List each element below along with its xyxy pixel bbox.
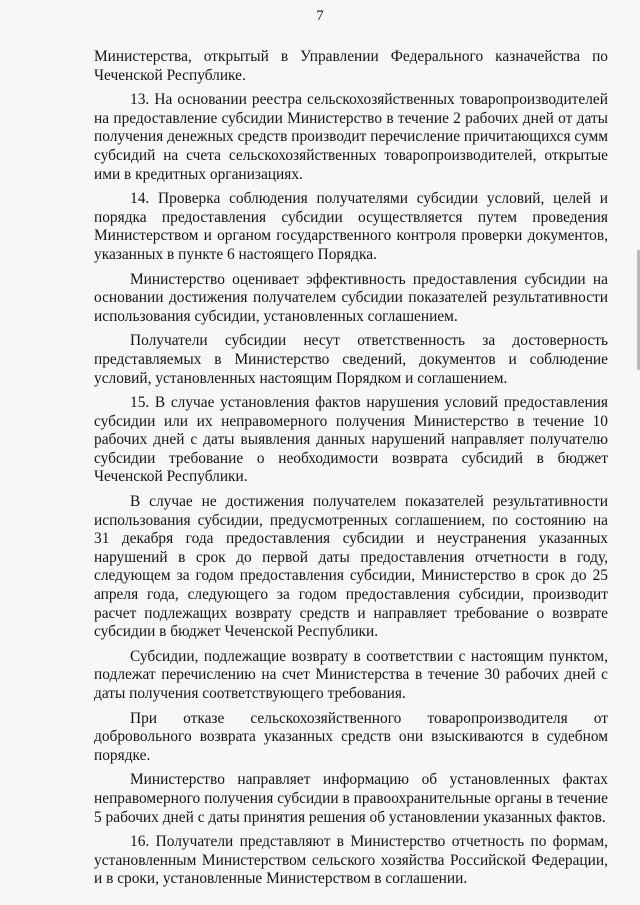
paragraph-14-responsibility: Получатели субсидии несут ответственность за достоверность представляемых в Министерство сведений, документов и соблюдение условий, установленных настоящим Порядком и соглашением.	[94, 332, 608, 387]
paragraph-15-repayment: Субсидии, подлежащие возврату в соответствии с настоящим пунктом, подлежат перечислению на счет Министерства в течение 30 рабочих дней с даты получения соответствующего требования.	[94, 647, 608, 702]
paragraph-16: 16. Получатели представляют в Министерство отчетность по формам, установленным Министерством сельского хозяйства Российской Федерации, и в сроки, установленные Министерством в соглашении.	[94, 833, 608, 888]
paragraph-15-refusal: При отказе сельскохозяйственного товаропроизводителя от добровольного возврата указанных средств они взыскиваются в судебном порядке.	[94, 709, 608, 764]
page-number: 7	[316, 8, 324, 24]
paragraph-15-indicators: В случае не достижения получателем показателей результативности использования субсидии, предусмотренных соглашением, по состоянию на 31 декабря года предоставления субсидии и неустранения указанных нарушений в срок до первой даты предоставления отчетности в году, следующем за годом предоставления субсидии, Министерство в срок до 25 апреля года, следующего за годом предоставления субсидии, производит расчет подлежащих возврату средств и направляет требование о возврате субсидии в бюджет Чеченской Республики.	[94, 493, 608, 641]
document-body	[94, 48, 608, 895]
paragraph-14-effectiveness: Министерство оценивает эффективность предоставления субсидии на основании достижения получателем субсидии показателей результативности использования субсидии, установленных соглашением.	[94, 270, 608, 325]
paragraph-13: 13. На основании реестра сельскохозяйственных товаропроизводителей на предоставление субсидии Министерство в течение 2 рабочих дней от даты получения денежных средств производит перечисление причитающихся сумм субсидий на счета сельскохозяйственных товаропроизводителей, открытые ими в кредитных организациях.	[94, 91, 608, 183]
paragraph-14: 14. Проверка соблюдения получателями субсидии условий, целей и порядка предоставления субсидии осуществляется путем проведения Министерством и органом государственного контроля проверки документов, указанных в пункте 6 настоящего Порядка.	[94, 190, 608, 263]
paragraph-continuation: Министерства, открытый в Управлении Федерального казначейства по Чеченской Республике.	[94, 48, 608, 84]
paragraph-15-law-enforcement: Министерство направляет информацию об установленных фактах неправомерного получения субсидии в правоохранительные органы в течение 5 рабочих дней с даты принятия решения об установлении указанных фактов.	[94, 771, 608, 826]
paragraph-15: 15. В случае установления фактов нарушения условий предоставления субсидии или их неправомерного получения Министерство в течение 10 рабочих дней с даты выявления данных нарушений направляет получателю субсидии требование о необходимости возврата субсидий в бюджет Чеченской Республики.	[94, 394, 608, 486]
